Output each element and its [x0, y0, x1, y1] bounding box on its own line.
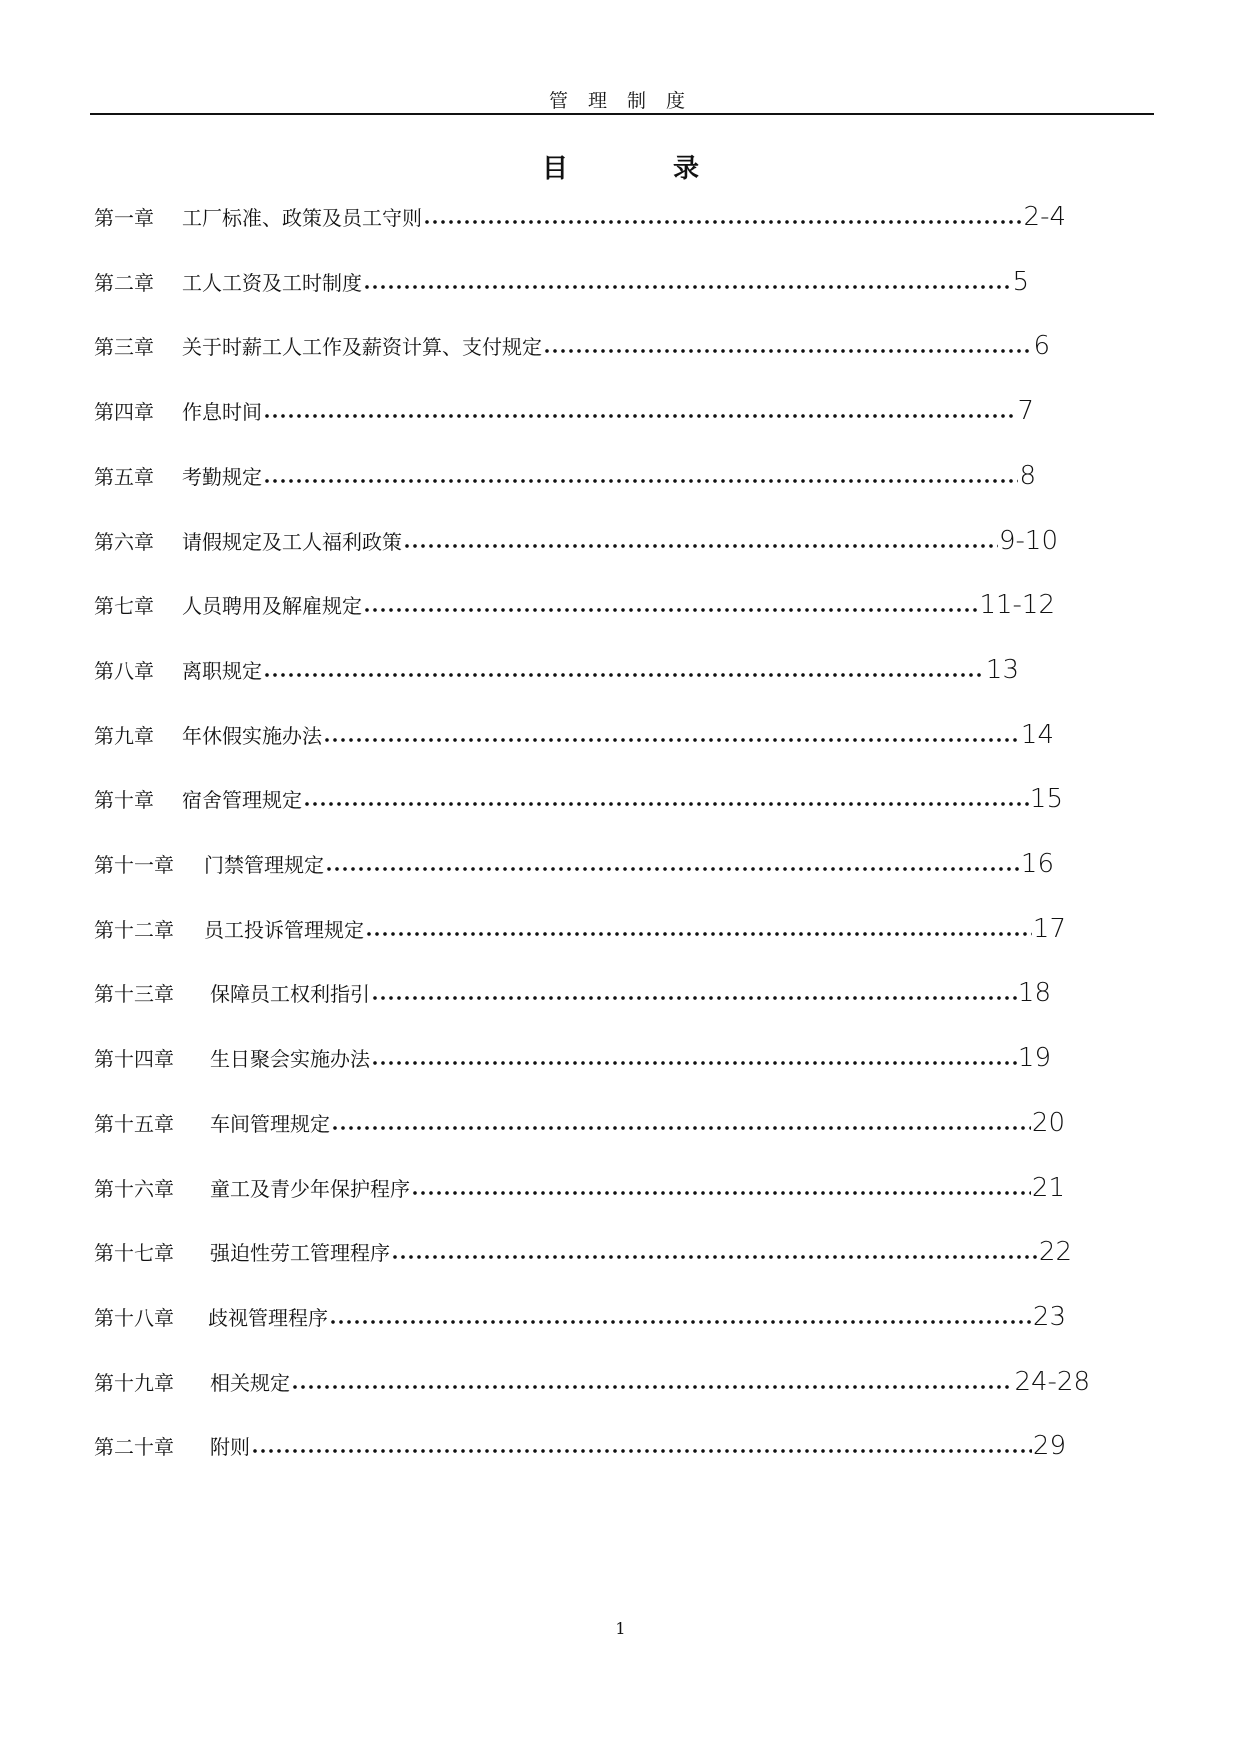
chapter-title: 工厂标准、政策及员工守则 — [182, 206, 422, 230]
chapter-number: 第六章 — [94, 529, 154, 554]
page-range: 15 — [1029, 784, 1063, 815]
chapter-number: 第十九章 — [94, 1370, 174, 1395]
toc-title-left: 目 — [541, 154, 568, 184]
page-range: 8 — [1019, 460, 1036, 491]
chapter-number: 第二十章 — [94, 1435, 174, 1460]
chapter-title: 请假规定及工人福利政策 — [182, 529, 402, 554]
dot-leader — [251, 1427, 1032, 1455]
dot-leader — [391, 1233, 1038, 1261]
toc-entry[interactable] — [94, 1421, 1066, 1461]
chapter-title: 歧视管理程序 — [208, 1305, 328, 1330]
chapter-number: 第二章 — [94, 270, 154, 295]
page-range: 19 — [1017, 1043, 1051, 1074]
dot-leader — [263, 457, 1018, 485]
dot-leader — [411, 1169, 1031, 1197]
chapter-title: 保障员工权利指引 — [210, 982, 370, 1007]
chapter-title: 附则 — [210, 1435, 250, 1460]
page-range: 23 — [1032, 1301, 1066, 1332]
dot-leader — [325, 845, 1020, 873]
dot-leader — [363, 586, 978, 614]
chapter-title: 离职规定 — [182, 658, 262, 683]
dot-leader — [371, 1039, 1017, 1067]
chapter-number: 第十五章 — [94, 1111, 174, 1136]
page-range: 24-28 — [1014, 1366, 1090, 1397]
chapter-number: 第十一章 — [94, 853, 174, 877]
toc-entry[interactable] — [94, 1163, 1065, 1203]
chapter-title: 关于时薪工人工作及薪资计算、支付规定 — [182, 335, 542, 360]
chapter-title: 生日聚会实施办法 — [210, 1047, 370, 1072]
toc-entry[interactable] — [94, 774, 1063, 814]
chapter-title: 宿舍管理规定 — [182, 788, 302, 813]
dot-leader — [371, 974, 1017, 1002]
chapter-number: 第一章 — [94, 206, 154, 230]
dot-leader — [303, 780, 1029, 808]
dot-leader — [365, 910, 1032, 938]
toc-entry[interactable] — [94, 1292, 1066, 1332]
page-range: 7 — [1017, 396, 1034, 427]
page-range: 14 — [1020, 719, 1054, 750]
dot-leader — [263, 651, 985, 679]
dot-leader — [331, 1104, 1031, 1132]
chapter-number: 第三章 — [94, 335, 154, 360]
chapter-number: 第十六章 — [94, 1176, 174, 1201]
page-range: 5 — [1012, 266, 1029, 297]
chapter-number: 第十三章 — [94, 982, 174, 1007]
page-range: 6 — [1033, 331, 1050, 362]
page-range: 11-12 — [979, 590, 1055, 621]
toc-entry[interactable] — [94, 1098, 1065, 1138]
dot-leader — [323, 716, 1020, 744]
toc-entry[interactable] — [94, 451, 1036, 491]
page-range: 2-4 — [1023, 202, 1066, 232]
toc-entry[interactable] — [94, 192, 1066, 232]
dot-leader — [543, 327, 1032, 355]
toc-entry[interactable] — [94, 1227, 1072, 1267]
dot-leader — [423, 198, 1023, 226]
toc-entry[interactable] — [94, 321, 1050, 361]
toc-entry[interactable] — [94, 968, 1051, 1008]
toc-entry[interactable] — [94, 839, 1054, 879]
chapter-number: 第九章 — [94, 723, 154, 748]
toc-entry[interactable] — [94, 257, 1029, 297]
chapter-title: 工人工资及工时制度 — [182, 270, 362, 295]
toc-entry[interactable] — [94, 516, 1058, 556]
dot-leader — [291, 1363, 1013, 1391]
dot-leader — [329, 1298, 1032, 1326]
chapter-title: 车间管理规定 — [210, 1111, 330, 1136]
chapter-number: 第十四章 — [94, 1047, 174, 1072]
chapter-number: 第五章 — [94, 464, 154, 489]
toc-entry[interactable] — [94, 904, 1066, 944]
page-range: 9-10 — [998, 525, 1058, 556]
chapter-title: 考勤规定 — [182, 464, 262, 489]
chapter-number: 第十七章 — [94, 1241, 174, 1266]
running-header: 管 理 制 度 — [548, 90, 693, 112]
page-number: 1 — [615, 1619, 626, 1638]
page-range: 20 — [1031, 1107, 1065, 1138]
chapter-number: 第七章 — [94, 594, 154, 619]
toc-entry[interactable] — [94, 580, 1055, 620]
toc-title-right: 录 — [673, 154, 700, 184]
page-range: 22 — [1038, 1237, 1072, 1268]
chapter-title: 人员聘用及解雇规定 — [182, 594, 362, 619]
toc-entry[interactable] — [94, 645, 1019, 685]
page-range: 29 — [1032, 1431, 1066, 1462]
chapter-title: 相关规定 — [210, 1370, 290, 1395]
dot-leader — [403, 522, 998, 550]
toc-entry[interactable] — [94, 386, 1034, 426]
toc-title — [0, 148, 1241, 185]
chapter-title: 强迫性劳工管理程序 — [210, 1241, 390, 1266]
page-range: 13 — [985, 654, 1019, 685]
chapter-number: 第十章 — [94, 788, 154, 813]
chapter-title: 员工投诉管理规定 — [204, 917, 364, 942]
chapter-title: 童工及青少年保护程序 — [210, 1176, 410, 1201]
page-range: 16 — [1020, 849, 1054, 879]
page-range: 18 — [1017, 978, 1051, 1009]
chapter-title: 年休假实施办法 — [182, 723, 322, 748]
chapter-number: 第十八章 — [94, 1305, 174, 1330]
page-range: 17 — [1032, 913, 1066, 944]
chapter-title: 作息时间 — [182, 400, 262, 425]
chapter-title: 门禁管理规定 — [204, 853, 324, 877]
toc-entry[interactable] — [94, 1033, 1051, 1073]
chapter-number: 第八章 — [94, 658, 154, 683]
header-divider — [90, 113, 1154, 115]
chapter-number: 第十二章 — [94, 917, 174, 942]
dot-leader — [363, 263, 1011, 291]
page-range: 21 — [1031, 1172, 1065, 1203]
dot-leader — [263, 392, 1016, 420]
chapter-number: 第四章 — [94, 400, 154, 425]
toc-entry[interactable] — [94, 710, 1054, 750]
toc-entry[interactable] — [94, 1357, 1090, 1397]
